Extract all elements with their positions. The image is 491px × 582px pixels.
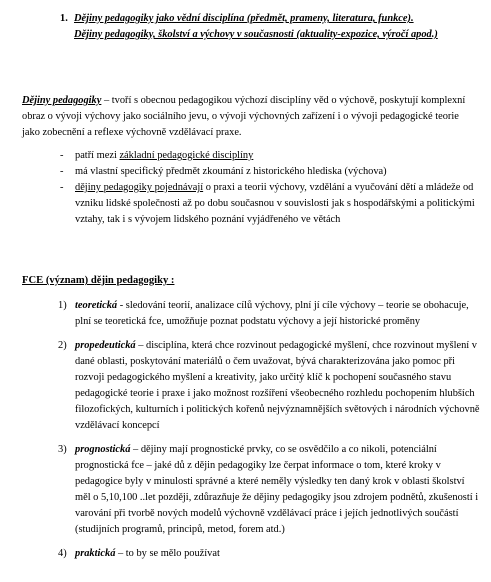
function-text: – dějiny mají prognostické prvky, co se osvědčilo a co nikoli, potenciální prognostická fce – jaké dů z dějin pedagogiky lze čerpat informace o tom, které kroky v pedagogice byly v minulosti správné a které neměly výsledky ten daný krok v oblasti školství měl o 5,10,100 ..let později, zdůrazňuje že dějiny pedagogiky jsou zdrojem podnětů, zkušeností i varování při tvorbě nových modelů výchovně vzdělávací práce i jejích jednotlivých součástí (studijních programů, principů, metod, forem atd.) <box>75 444 479 535</box>
bullet-item <box>60 164 480 180</box>
function-text: - sledování teorií, analizace cílů výchovy, plní jí cíle výchovy – teorie se obohacuje, plní se teoretická fce, umožňuje poznat podstatu výchovy a její historické proměny <box>75 300 469 327</box>
bullet-dash: - <box>60 150 64 161</box>
bullet-text: patří mezi <box>75 150 120 161</box>
bullet-item <box>60 148 480 164</box>
heading-line-2 <box>60 27 485 43</box>
functions-list <box>60 298 480 562</box>
function-keyword: propedeutická <box>75 340 136 351</box>
bullet-list <box>60 148 480 228</box>
heading-title: Dějiny pedagogiky jako vědní disciplína (předmět, prameny, literatura, funkce). <box>74 13 414 24</box>
intro-text: – tvoří s obecnou pedagogikou výchozí disciplíny věd o výchově, poskytují komplexní obraz o vývoji výchovy jako sociálního jevu, o vývoji výchovných zařízení i o vývoji pedagogické teorie jako zobecnění a reflexe výchovně vzdělávací praxe. <box>22 95 466 138</box>
bullet-underlined-text: dějiny pedagogiky pojednávají <box>75 182 204 193</box>
function-number: 2) <box>58 340 67 351</box>
bullet-item <box>60 180 480 228</box>
function-keyword: praktická <box>75 548 116 559</box>
function-text: – to by se mělo používat <box>115 548 220 559</box>
bullet-dash: - <box>60 166 64 177</box>
bullet-underlined-text: základní pedagogické disciplíny <box>119 150 254 161</box>
section-title: FCE (význam) dějin pedagogiky : <box>22 275 175 286</box>
function-keyword: teoretická <box>75 300 118 311</box>
function-item-propedeuticka <box>60 338 480 434</box>
bullet-text: o praxi a teorii výchovy, vzdělání a vyučování dětí a mládeže od vzniku lidské společnosti až po dobu současnou v souvislosti jak s hospodářskými a politickými vztahy, tak i s vývojem lidského poznání vyjádřeného ve větách <box>75 182 475 225</box>
function-number: 4) <box>58 548 67 559</box>
function-number: 3) <box>58 444 67 455</box>
function-text: – disciplína, která chce rozvinout pedagogické myšlení, chce rozvinout myšlení v dané oblasti, poskytování materiálů o čem uvažovat, bývá charakterizována jako pomoc při rozvoji pedagogického myšlení a kreativity, jako určitý klíč k pochopení současného stavu pedagogické teorie i praxe i jako možnost rozšíření všeobecného rozhledu pochopením hlubších filozofických, kulturních i politických kořenů nejvýznamnějších světových i národních výchovně vzdělávací koncepcí <box>75 340 480 431</box>
bullet-text: má vlastní specifický předmět zkoumání z historického hlediska (výchova) <box>75 166 387 177</box>
function-item-teoreticka <box>60 298 480 330</box>
document-heading <box>60 11 485 43</box>
heading-number: 1. <box>60 13 68 24</box>
heading-subtitle: Dějiny pedagogiky, školství a výchovy v současnosti (aktuality-expozice, výročí apod.) <box>74 29 438 40</box>
bullet-dash: - <box>60 182 64 193</box>
function-item-prakticka <box>60 546 480 562</box>
function-item-prognosticka <box>60 442 480 538</box>
function-keyword: prognostická <box>75 444 131 455</box>
intro-paragraph <box>22 93 477 141</box>
intro-term: Dějiny pedagogiky <box>22 95 102 106</box>
heading-line-1 <box>60 11 485 27</box>
function-number: 1) <box>58 300 67 311</box>
